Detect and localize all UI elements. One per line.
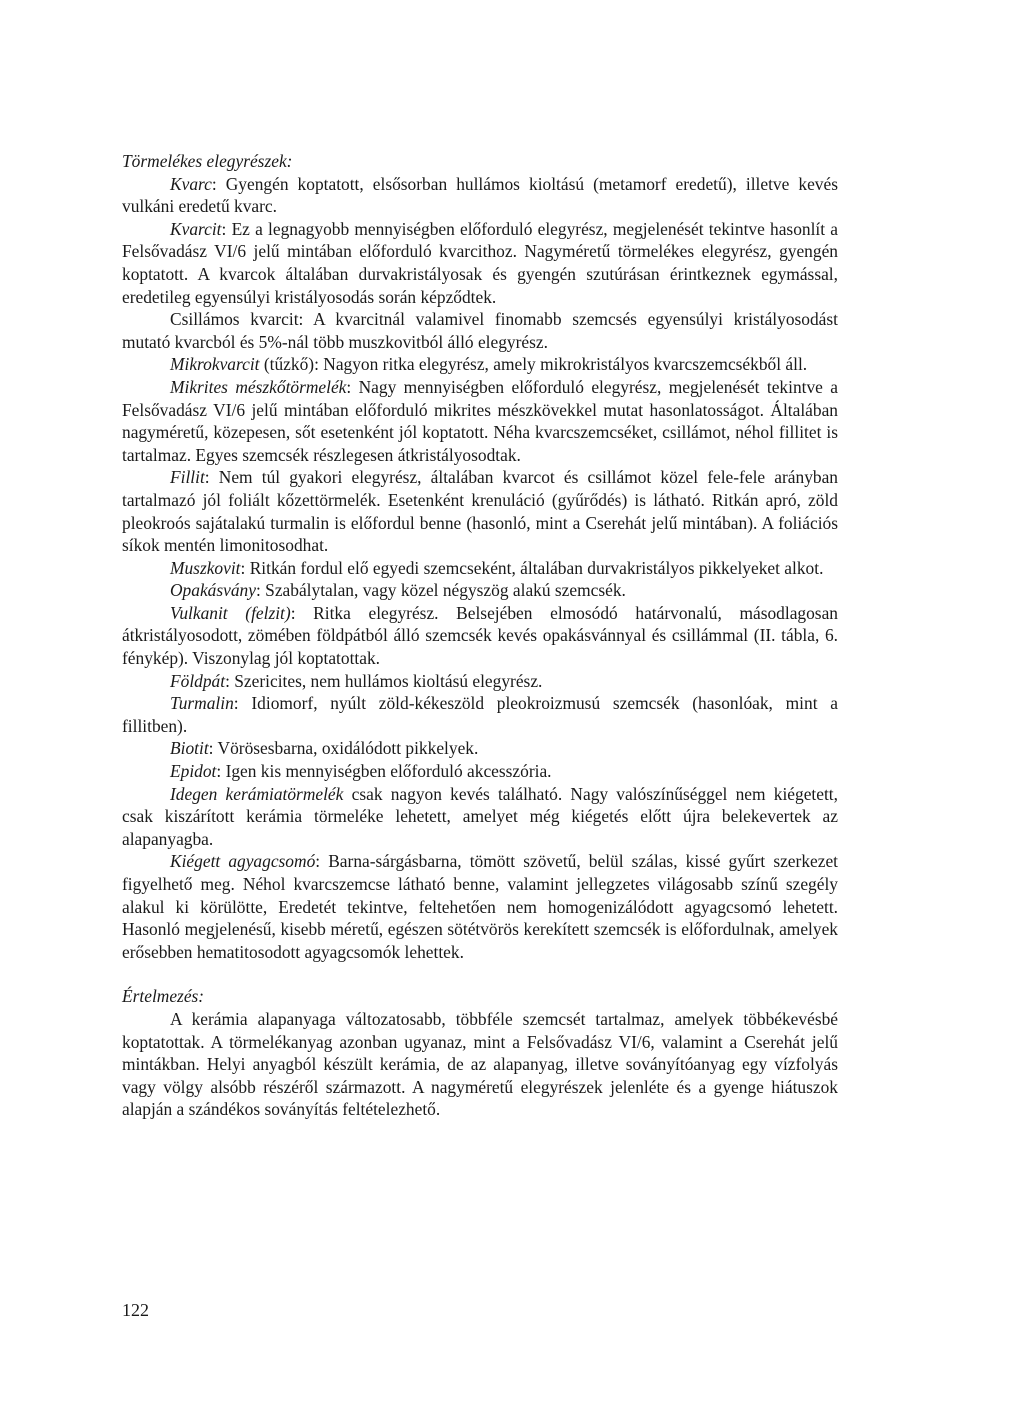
mineral-term: Mikrites mészkőtörmelék	[170, 376, 347, 397]
mineral-term: Turmalin	[170, 693, 234, 714]
mineral-description: Ritka elegyrész. Belsejében elmosódó határvonalú, másodlagosan átkristályosodott, zömében földpátból álló szemcsék kevés opakásvánnyal és csillámmal (II. tábla, 6. fénykép). Viszonylag jól koptatottak.	[122, 602, 838, 669]
mineral-paragraph: Földpát: Szericites, nem hullámos kioltású elegyrész.	[170, 670, 543, 691]
mineral-description: Idiomorf, nyúlt zöld-kékeszöld pleokroizmusú szemcsék (hasonlóak, mint a fillitben).	[122, 693, 838, 736]
mineral-paragraph: Opakásvány: Szabálytalan, vagy közel négyszög alakú szemcsék.	[170, 580, 626, 601]
section-title-tormelekes: Törmelékes elegyrészek:	[122, 151, 293, 171]
mineral-term: Opakásvány	[170, 580, 256, 601]
mineral-term: Biotit	[170, 738, 209, 759]
mineral-term: Földpát	[170, 670, 226, 691]
mineral-description: Nem túl gyakori elegyrész, általában kvarcot és csillámot közel fele-fele arányban tartalmazó jól foliált kőzettörmelék. Esetenként krenuláció (gyűrődés) is látható. Ritkán apró, zöld pleokroós sajátalakú turmalin is előfordul benne (hasonló, mint a Cserehát jelű mintában). A foliációs síkok mentén limonitosodhat.	[122, 467, 838, 556]
mineral-description: Nagy mennyiségben előforduló elegyrész, megjelenését tekintve a Felsővadász VI/6 jelű mintában előforduló mikrites mészkövekkel mutat hasonlatosságot. Általában nagyméretű, közepesen, sőt esetenként jól koptatott. Néha kvarcszemcséket, csillámot, néhol fillitet is tartalmaz. Egyes szemcsék részlegesen átkristályosodtak.	[122, 376, 838, 465]
mineral-paragraph: Kvarcit: Ez a legnagyobb mennyiségben előforduló elegyrész, megjelenését tekintve hasonlít a Felsővadász VI/6 jelű mintában előforduló kvarcithoz. Nagyméretű törmelékes elegyrész, gyengén koptatott. A kvarcok általában durvakristályosak és gyengén szutúrásan érintkeznek egymással, eredetileg egyensúlyi kristályosodás során képződtek.	[122, 218, 838, 307]
mineral-paragraph: Fillit: Nem túl gyakori elegyrész, általában kvarcot és csillámot közel fele-fele arányban tartalmazó jól foliált kőzettörmelék. Esetenként krenuláció (gyűrődés) is látható. Ritkán apró, zöld pleokroós sajátalakú turmalin is előfordul benne (hasonló, mint a Cserehát jelű mintában). A foliációs síkok mentén limonitosodhat.	[122, 467, 838, 556]
mineral-paragraph: Turmalin: Idiomorf, nyúlt zöld-kékeszöld pleokroizmusú szemcsék (hasonlóak, mint a fillitben).	[122, 693, 838, 736]
mineral-description: Vörösesbarna, oxidálódott pikkelyek.	[217, 738, 479, 759]
mineral-paragraph: Kvarc: Gyengén koptatott, elsősorban hullámos kioltású (metamorf eredetű), illetve kevés vulkáni eredetű kvarc.	[122, 173, 838, 217]
mineral-term: Epidot	[170, 761, 217, 782]
mineral-description: Barna-sárgásbarna, tömött szövetű, belül szálas, kissé gyűrt szerkezet figyelhető meg. Néhol kvarcszemcse látható benne, valamint jellegzetes világosabb színű szegély alakul ki körülötte, Eredetét tekintve, feltehetően nem homogenizálódott agyagcsomó lehetett. Hasonló megjelenésű, kisebb méretű, egészen sötétvörös kerekített szemcsék is előfordulnak, amelyek erősebben hematitosodott agyagcsomók lehettek.	[122, 851, 838, 962]
mineral-description: Csillámos kvarcit: A kvarcitnál valamivel finomabb szemcsés egyensúlyi kristályosodást mutató kvarcból és 5%-nál több muszkovitból álló elegyrész.	[122, 309, 838, 352]
mineral-description: Szabálytalan, vagy közel négyszög alakú szemcsék.	[265, 580, 626, 601]
section-title-ertelmezes: Értelmezés:	[122, 986, 205, 1007]
section-body-tormelekes	[122, 173, 838, 964]
mineral-description: Igen kis mennyiségben előforduló akcesszória.	[225, 761, 552, 782]
mineral-term: Kvarc	[170, 173, 212, 194]
mineral-term: Vulkanit (felzit)	[170, 602, 291, 623]
page-content	[122, 150, 838, 1121]
mineral-description: csak nagyon kevés található. Nagy valószínűséggel nem kiégetett, csak kiszárított kerámia törmeléke lehetett, amelyet még kiégetés előtt újra belekevertek az alapanyagba.	[122, 783, 838, 849]
mineral-paragraph	[122, 353, 838, 376]
mineral-paragraph	[122, 783, 838, 851]
mineral-paragraph: Biotit: Vörösesbarna, oxidálódott pikkelyek.	[170, 738, 479, 759]
mineral-term: Kiégett agyagcsomó	[170, 851, 316, 872]
mineral-description: Ritkán fordul elő egyedi szemcseként, általában durvakristályos pikkelyeket alkot.	[249, 557, 824, 578]
mineral-term: Fillit	[170, 467, 205, 488]
mineral-paragraph: Epidot: Igen kis mennyiségben előforduló akcesszória.	[170, 761, 552, 782]
mineral-paragraph: Mikrites mészkőtörmelék: Nagy mennyiségben előforduló elegyrész, megjelenését tekintve a Felsővadász VI/6 jelű mintában előforduló mikrites mészkövekkel mutat hasonlatosságot. Általában nagyméretű, közepesen, sőt esetenként jól koptatott. Néha kvarcszemcséket, csillámot, néhol fillitet is tartalmaz. Egyes szemcsék részlegesen átkristályosodtak.	[122, 376, 838, 465]
mineral-paragraph	[122, 308, 838, 353]
mineral-description: Ez a legnagyobb mennyiségben előforduló elegyrész, megjelenését tekintve hasonlít a Felsővadász VI/6 jelű mintában előforduló kvarcithoz. Nagyméretű törmelékes elegyrész, gyengén koptatott. A kvarcok általában durvakristályosak és gyengén szutúrásan érintkeznek egymással, eredetileg egyensúlyi kristályosodás során képződtek.	[122, 218, 838, 307]
section-gap	[122, 963, 838, 985]
interpretation-paragraph: A kerámia alapanyaga változatosabb, többféle szemcsét tartalmaz, amelyek többékevésbé koptatottak. A törmelékanyag azonban ugyanaz, mint a Felsővadász VI/6, valamint a Cserehát jelű mintákban. Helyi anyagból készült kerámia, de az alapanyag, illetve soványítóanyag egy vízfolyás vagy völgy alsóbb részéről származott. A nagyméretű elegyrészek jelenléte és a gyenge hiátuszok alapján a szándékos soványítás feltételezhető.	[122, 1008, 838, 1120]
mineral-paragraph: Vulkanit (felzit): Ritka elegyrész. Belsejében elmosódó határvonalú, másodlagosan átkristályosodott, zömében földpátból álló szemcsék kevés opakásvánnyal és csillámmal (II. tábla, 6. fénykép). Viszonylag jól koptatottak.	[122, 602, 838, 669]
page-number: 122	[122, 1300, 149, 1320]
mineral-description: Szericites, nem hullámos kioltású elegyrész.	[234, 670, 543, 691]
mineral-paragraph: Muszkovit: Ritkán fordul elő egyedi szemcseként, általában durvakristályos pikkelyeket alkot.	[170, 557, 824, 578]
mineral-term: Idegen kerámiatörmelék	[170, 783, 344, 804]
mineral-term: Kvarcit	[170, 218, 222, 239]
mineral-term: Muszkovit	[170, 557, 241, 578]
mineral-description: (tűzkő): Nagyon ritka elegyrész, amely mikrokristályos kvarcszemcsékből áll.	[263, 354, 808, 375]
mineral-paragraph: Kiégett agyagcsomó: Barna-sárgásbarna, tömött szövetű, belül szálas, kissé gyűrt szerkezet figyelhető meg. Néhol kvarcszemcse látható benne, valamint jellegzetes világosabb színű szegély alakul ki körülötte, Eredetét tekintve, feltehetően nem homogenizálódott agyagcsomó lehetett. Hasonló megjelenésű, kisebb méretű, egészen sötétvörös kerekített szemcsék is előfordulnak, amelyek erősebben hematitosodott agyagcsomók lehettek.	[122, 851, 838, 962]
mineral-term: Mikrokvarcit	[170, 354, 260, 375]
mineral-description: Gyengén koptatott, elsősorban hullámos kioltású (metamorf eredetű), illetve kevés vulkáni eredetű kvarc.	[122, 173, 838, 217]
